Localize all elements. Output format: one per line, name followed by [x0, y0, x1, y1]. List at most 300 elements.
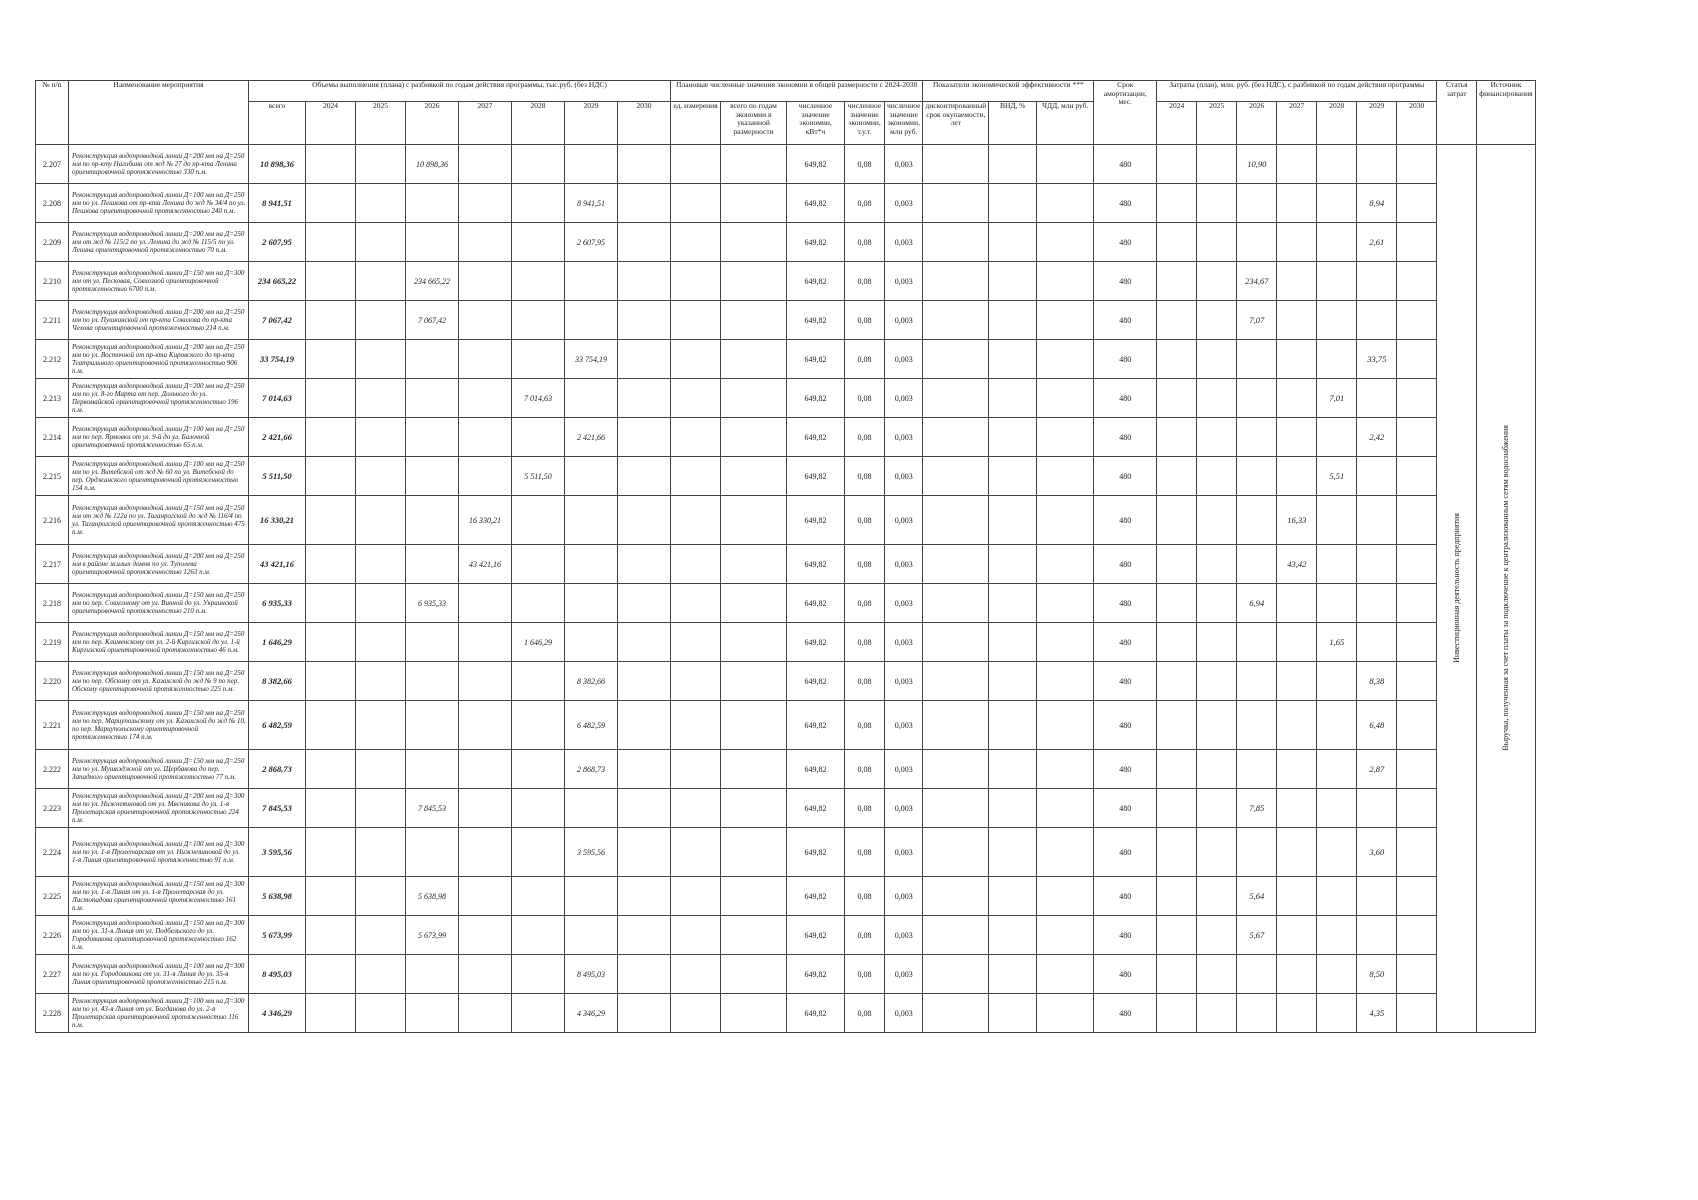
measure-name: Реконструкция водопроводной линии Д=200 мм на Д=250 мм по ул. 8-го Марта от пер. Дольного до ул. Первомайской ориентировочной протяженностью 196 п.м.: [69, 379, 249, 418]
source-cell: [1477, 145, 1535, 1033]
tut-value: 0,08: [845, 184, 885, 223]
volume-year-cell: [356, 496, 406, 545]
volume-year-cell: [618, 584, 671, 623]
cost-year-cell: 8,50: [1357, 955, 1397, 994]
npv-cell: [1037, 418, 1094, 457]
volume-total: 10 898,36: [249, 145, 306, 184]
cost-year-cell: [1157, 379, 1197, 418]
kwh-value: 649,82: [787, 955, 845, 994]
tut-value: 0,08: [845, 418, 885, 457]
amortization-value: 480: [1094, 262, 1157, 301]
irr-cell: [989, 496, 1037, 545]
table-row: [36, 789, 1536, 828]
npv-cell: [1037, 828, 1094, 877]
table-row: [36, 418, 1536, 457]
amortization-value: 480: [1094, 916, 1157, 955]
cost-year-cell: 2,87: [1357, 750, 1397, 789]
irr-cell: [989, 994, 1037, 1033]
cost-year-cell: [1197, 340, 1237, 379]
volume-year-cell: [306, 145, 356, 184]
amortization-value: 480: [1094, 184, 1157, 223]
cost-year-cell: [1357, 262, 1397, 301]
irr-cell: [989, 623, 1037, 662]
cost-year-cell: [1197, 828, 1237, 877]
volume-year-cell: [512, 789, 565, 828]
volume-year-cell: [406, 340, 459, 379]
unit-cell: [671, 496, 721, 545]
payback-cell: [923, 701, 989, 750]
cost-year-cell: [1317, 301, 1357, 340]
header-year: 2024: [306, 102, 356, 145]
row-number: 2.223: [36, 789, 69, 828]
irr-cell: [989, 545, 1037, 584]
row-number: 2.210: [36, 262, 69, 301]
table-row: [36, 701, 1536, 750]
cost-year-cell: 7,01: [1317, 379, 1357, 418]
measure-name: Реконструкция водопроводной линии Д=150 мм на Д=250 мм по пер. Обскому от ул. Казахской до жд № 9 по пер. Обскому ориентировочной протяженностью 225 п.м.: [69, 662, 249, 701]
cost-year-cell: [1277, 223, 1317, 262]
table-row: [36, 828, 1536, 877]
volume-total: 3 595,56: [249, 828, 306, 877]
cost-year-cell: [1197, 457, 1237, 496]
payback-cell: [923, 496, 989, 545]
unit-cell: [671, 418, 721, 457]
volume-year-cell: [565, 877, 618, 916]
tut-value: 0,08: [845, 496, 885, 545]
rub-value: 0,003: [885, 994, 923, 1033]
row-number: 2.207: [36, 145, 69, 184]
volume-year-cell: 4 346,29: [565, 994, 618, 1033]
volume-year-cell: [512, 750, 565, 789]
payback-cell: [923, 262, 989, 301]
cost-year-cell: [1157, 340, 1197, 379]
unit-cell: [671, 701, 721, 750]
cost-year-cell: [1397, 457, 1437, 496]
payback-cell: [923, 828, 989, 877]
measure-name: Реконструкция водопроводной линии Д=150 мм на Д=300 мм от ул. Песковая, Совхозной ориентировочной протяженностью 6700 п.м.: [69, 262, 249, 301]
cost-year-cell: [1397, 623, 1437, 662]
by-years-cell: [721, 184, 787, 223]
kwh-value: 649,82: [787, 584, 845, 623]
by-years-cell: [721, 301, 787, 340]
cost-year-cell: [1157, 916, 1197, 955]
irr-cell: [989, 789, 1037, 828]
irr-cell: [989, 145, 1037, 184]
cost-year-cell: [1277, 662, 1317, 701]
tut-value: 0,08: [845, 379, 885, 418]
table-row: [36, 223, 1536, 262]
by-years-cell: [721, 262, 787, 301]
tut-value: 0,08: [845, 223, 885, 262]
cost-year-cell: [1277, 145, 1317, 184]
payback-cell: [923, 662, 989, 701]
volume-year-cell: 6 482,59: [565, 701, 618, 750]
cost-year-cell: [1197, 184, 1237, 223]
cost-year-cell: [1237, 545, 1277, 584]
header-name: Наименование мероприятия: [69, 81, 249, 145]
volume-year-cell: [356, 545, 406, 584]
cost-year-cell: 5,51: [1317, 457, 1357, 496]
cost-year-cell: [1397, 955, 1437, 994]
volume-year-cell: [459, 262, 512, 301]
volume-year-cell: [406, 496, 459, 545]
cost-year-cell: [1357, 545, 1397, 584]
cost-year-cell: 234,67: [1237, 262, 1277, 301]
cost-year-cell: [1197, 145, 1237, 184]
payback-cell: [923, 623, 989, 662]
volume-year-cell: [306, 340, 356, 379]
cost-year-cell: [1397, 184, 1437, 223]
volume-year-cell: [356, 457, 406, 496]
row-number: 2.209: [36, 223, 69, 262]
volume-year-cell: [356, 223, 406, 262]
cost-year-cell: [1237, 457, 1277, 496]
volume-year-cell: [459, 223, 512, 262]
cost-year-cell: [1157, 545, 1197, 584]
row-number: 2.218: [36, 584, 69, 623]
table-row: [36, 184, 1536, 223]
header-year: 2025: [356, 102, 406, 145]
table-row: [36, 379, 1536, 418]
volume-year-cell: 5 673,99: [406, 916, 459, 955]
irr-cell: [989, 301, 1037, 340]
volume-year-cell: [356, 877, 406, 916]
cost-year-cell: [1157, 584, 1197, 623]
volume-year-cell: 33 754,19: [565, 340, 618, 379]
cost-year-cell: 6,94: [1237, 584, 1277, 623]
volume-year-cell: [459, 828, 512, 877]
cost-year-cell: [1357, 457, 1397, 496]
by-years-cell: [721, 545, 787, 584]
unit-cell: [671, 223, 721, 262]
measure-name: Реконструкция водопроводной линии Д=100 мм на Д=250 мм по пер. Ярмовки от ул. 9-й до ул. Балочной ориентировочной протяженностью 65 п.м.: [69, 418, 249, 457]
cost-year-cell: [1397, 662, 1437, 701]
amortization-value: 480: [1094, 994, 1157, 1033]
tut-value: 0,08: [845, 545, 885, 584]
volume-year-cell: [356, 789, 406, 828]
volume-year-cell: [406, 379, 459, 418]
kwh-value: 649,82: [787, 184, 845, 223]
rub-value: 0,003: [885, 145, 923, 184]
measure-name: Реконструкция водопроводной линии Д=100 мм на Д=300 мм по ул. 43-я Линия от ул. Богданова до ул. 2-я Пролетарская ориентировочной протяженностью 116 п.м.: [69, 994, 249, 1033]
header-cost-item: Статья затрат: [1437, 81, 1477, 145]
unit-cell: [671, 750, 721, 789]
cost-year-cell: 5,67: [1237, 916, 1277, 955]
cost-year-cell: [1277, 262, 1317, 301]
cost-year-cell: [1277, 301, 1317, 340]
header-cost-year: 2029: [1357, 102, 1397, 145]
row-number: 2.213: [36, 379, 69, 418]
cost-year-cell: [1397, 701, 1437, 750]
measure-name: Реконструкция водопроводной линии Д=200 мм на Д=250 мм от жд № 115/2 по ул. Ленина до жд № 115/5 по ул. Ленина ориентировочной протяженностью 70 п.м.: [69, 223, 249, 262]
header-costs: Затраты (план), млн. руб. (без НДС), с разбивкой по годам действия программы: [1157, 81, 1437, 102]
irr-cell: [989, 184, 1037, 223]
volume-year-cell: [565, 545, 618, 584]
volume-total: 8 941,51: [249, 184, 306, 223]
volume-year-cell: [306, 789, 356, 828]
volume-year-cell: [356, 145, 406, 184]
npv-cell: [1037, 301, 1094, 340]
by-years-cell: [721, 662, 787, 701]
volume-year-cell: [512, 496, 565, 545]
volume-year-cell: [565, 496, 618, 545]
volume-year-cell: [565, 789, 618, 828]
volume-year-cell: [565, 584, 618, 623]
row-number: 2.214: [36, 418, 69, 457]
volume-year-cell: [459, 662, 512, 701]
cost-year-cell: [1277, 379, 1317, 418]
cost-year-cell: [1317, 545, 1357, 584]
rub-value: 0,003: [885, 340, 923, 379]
amortization-value: 480: [1094, 301, 1157, 340]
by-years-cell: [721, 145, 787, 184]
rub-value: 0,003: [885, 623, 923, 662]
irr-cell: [989, 701, 1037, 750]
by-years-cell: [721, 877, 787, 916]
volume-total: 8 495,03: [249, 955, 306, 994]
by-years-cell: [721, 379, 787, 418]
volume-year-cell: [306, 701, 356, 750]
volume-year-cell: [618, 701, 671, 750]
volume-year-cell: [356, 584, 406, 623]
volume-year-cell: [512, 223, 565, 262]
source-text: Выручка, полученная за счет платы за подключение к централизованным сетям водоснабжения: [1500, 424, 1510, 751]
irr-cell: [989, 457, 1037, 496]
table-row: [36, 340, 1536, 379]
kwh-value: 649,82: [787, 301, 845, 340]
investment-program-table: [35, 80, 1536, 1033]
cost-year-cell: [1397, 828, 1437, 877]
header-efficiency: Показатели экономической эффективности ***: [923, 81, 1094, 102]
cost-year-cell: [1157, 301, 1197, 340]
by-years-cell: [721, 223, 787, 262]
npv-cell: [1037, 496, 1094, 545]
row-number: 2.227: [36, 955, 69, 994]
cost-year-cell: 7,85: [1237, 789, 1277, 828]
kwh-value: 649,82: [787, 223, 845, 262]
amortization-value: 480: [1094, 789, 1157, 828]
volume-year-cell: [356, 623, 406, 662]
volume-year-cell: [306, 496, 356, 545]
cost-year-cell: 16,33: [1277, 496, 1317, 545]
header-year: 2028: [512, 102, 565, 145]
volume-year-cell: [565, 916, 618, 955]
cost-item-text: Инвестиционная деятельность предприятия: [1451, 512, 1461, 663]
header-amortization: Срок амортизации, мес.: [1094, 81, 1157, 145]
volume-year-cell: [356, 418, 406, 457]
cost-year-cell: [1157, 145, 1197, 184]
volume-year-cell: [565, 262, 618, 301]
volume-total: 6 482,59: [249, 701, 306, 750]
cost-year-cell: [1277, 916, 1317, 955]
cost-year-cell: [1317, 262, 1357, 301]
irr-cell: [989, 418, 1037, 457]
by-years-cell: [721, 496, 787, 545]
npv-cell: [1037, 916, 1094, 955]
volume-year-cell: [406, 994, 459, 1033]
amortization-value: 480: [1094, 223, 1157, 262]
unit-cell: [671, 379, 721, 418]
row-number: 2.221: [36, 701, 69, 750]
amortization-value: 480: [1094, 877, 1157, 916]
cost-year-cell: [1357, 301, 1397, 340]
cost-year-cell: [1317, 789, 1357, 828]
volume-year-cell: 7 845,53: [406, 789, 459, 828]
unit-cell: [671, 545, 721, 584]
npv-cell: [1037, 662, 1094, 701]
table-row: [36, 545, 1536, 584]
cost-year-cell: 7,07: [1237, 301, 1277, 340]
cost-year-cell: [1277, 789, 1317, 828]
cost-year-cell: 33,75: [1357, 340, 1397, 379]
volume-total: 16 330,21: [249, 496, 306, 545]
unit-cell: [671, 994, 721, 1033]
volume-year-cell: [306, 955, 356, 994]
cost-year-cell: [1317, 418, 1357, 457]
volume-year-cell: [565, 457, 618, 496]
volume-year-cell: [356, 184, 406, 223]
volume-total: 2 421,66: [249, 418, 306, 457]
header-cost-year: 2027: [1277, 102, 1317, 145]
cost-year-cell: [1157, 262, 1197, 301]
cost-year-cell: [1197, 379, 1237, 418]
cost-year-cell: [1277, 340, 1317, 379]
volume-year-cell: [618, 301, 671, 340]
npv-cell: [1037, 545, 1094, 584]
row-number: 2.216: [36, 496, 69, 545]
volume-year-cell: 8 941,51: [565, 184, 618, 223]
cost-year-cell: [1357, 789, 1397, 828]
cost-year-cell: [1277, 955, 1317, 994]
volume-year-cell: [459, 184, 512, 223]
cost-year-cell: [1157, 828, 1197, 877]
cost-year-cell: [1357, 916, 1397, 955]
volume-year-cell: [306, 750, 356, 789]
volume-year-cell: 7 014,63: [512, 379, 565, 418]
tut-value: 0,08: [845, 301, 885, 340]
volume-year-cell: [306, 457, 356, 496]
volume-year-cell: [618, 750, 671, 789]
header-cost-year: 2030: [1397, 102, 1437, 145]
by-years-cell: [721, 916, 787, 955]
npv-cell: [1037, 262, 1094, 301]
tut-value: 0,08: [845, 789, 885, 828]
header-year: 2030: [618, 102, 671, 145]
amortization-value: 480: [1094, 418, 1157, 457]
kwh-value: 649,82: [787, 418, 845, 457]
cost-year-cell: [1237, 662, 1277, 701]
cost-year-cell: [1197, 584, 1237, 623]
unit-cell: [671, 145, 721, 184]
volume-year-cell: [459, 340, 512, 379]
irr-cell: [989, 584, 1037, 623]
cost-year-cell: [1397, 789, 1437, 828]
volume-year-cell: [406, 184, 459, 223]
unit-cell: [671, 623, 721, 662]
tut-value: 0,08: [845, 262, 885, 301]
cost-year-cell: [1357, 584, 1397, 623]
rub-value: 0,003: [885, 955, 923, 994]
table-row: [36, 301, 1536, 340]
amortization-value: 480: [1094, 379, 1157, 418]
volume-year-cell: [356, 994, 406, 1033]
volume-year-cell: 2 868,73: [565, 750, 618, 789]
rub-value: 0,003: [885, 184, 923, 223]
kwh-value: 649,82: [787, 662, 845, 701]
measure-name: Реконструкция водопроводной линии Д=100 мм на Д=300 мм по ул. 1-я Пролетарская от ул. Нижнеяиновой до ул. 1-я Линия ориентировочной протяженностью 91 п.м.: [69, 828, 249, 877]
cost-year-cell: [1397, 994, 1437, 1033]
unit-cell: [671, 877, 721, 916]
rub-value: 0,003: [885, 223, 923, 262]
volume-year-cell: [306, 916, 356, 955]
irr-cell: [989, 262, 1037, 301]
volume-total: 7 014,63: [249, 379, 306, 418]
payback-cell: [923, 457, 989, 496]
cost-year-cell: [1157, 789, 1197, 828]
volume-year-cell: [512, 662, 565, 701]
cost-year-cell: [1157, 701, 1197, 750]
cost-year-cell: [1317, 662, 1357, 701]
payback-cell: [923, 994, 989, 1033]
payback-cell: [923, 184, 989, 223]
volume-year-cell: [618, 418, 671, 457]
kwh-value: 649,82: [787, 789, 845, 828]
volume-year-cell: [406, 828, 459, 877]
rub-value: 0,003: [885, 789, 923, 828]
cost-year-cell: [1317, 701, 1357, 750]
tut-value: 0,08: [845, 457, 885, 496]
npv-cell: [1037, 623, 1094, 662]
tut-value: 0,08: [845, 877, 885, 916]
cost-year-cell: [1157, 955, 1197, 994]
volume-year-cell: [306, 994, 356, 1033]
measure-name: Реконструкция водопроводной линии Д=150 мм на Д=250 мм по пер. Мариупольскому от ул. Казахской до жд № 10, по пер. Мариупольскому ориентировочной протяженностью 174 п.м.: [69, 701, 249, 750]
measure-name: Реконструкция водопроводной линии Д=100 мм на Д=250 мм по ул. Пешкова от пр-кта Ленина до жд № 34/4 по ул. Пешкова ориентировочной протяженностью 240 п.м.: [69, 184, 249, 223]
volume-year-cell: [406, 545, 459, 584]
volume-year-cell: [565, 145, 618, 184]
volume-year-cell: [618, 789, 671, 828]
table-row: [36, 750, 1536, 789]
cost-year-cell: [1357, 379, 1397, 418]
row-number: 2.208: [36, 184, 69, 223]
volume-year-cell: [565, 301, 618, 340]
volume-year-cell: [618, 223, 671, 262]
cost-year-cell: [1197, 223, 1237, 262]
volume-year-cell: [618, 623, 671, 662]
volume-year-cell: [459, 623, 512, 662]
volume-total: 7 845,53: [249, 789, 306, 828]
header-by-years: всего по годам экономии в указанной размерности: [721, 102, 787, 145]
cost-year-cell: 10,90: [1237, 145, 1277, 184]
npv-cell: [1037, 223, 1094, 262]
tut-value: 0,08: [845, 750, 885, 789]
volume-year-cell: [459, 750, 512, 789]
amortization-value: 480: [1094, 828, 1157, 877]
volume-year-cell: [406, 457, 459, 496]
cost-year-cell: [1197, 994, 1237, 1033]
volume-total: 2 868,73: [249, 750, 306, 789]
kwh-value: 649,82: [787, 750, 845, 789]
header-cost-year: 2026: [1237, 102, 1277, 145]
payback-cell: [923, 955, 989, 994]
rub-value: 0,003: [885, 584, 923, 623]
volume-year-cell: [512, 545, 565, 584]
rub-value: 0,003: [885, 877, 923, 916]
cost-year-cell: [1317, 223, 1357, 262]
table-row: [36, 496, 1536, 545]
volume-year-cell: [356, 340, 406, 379]
volume-year-cell: [356, 379, 406, 418]
